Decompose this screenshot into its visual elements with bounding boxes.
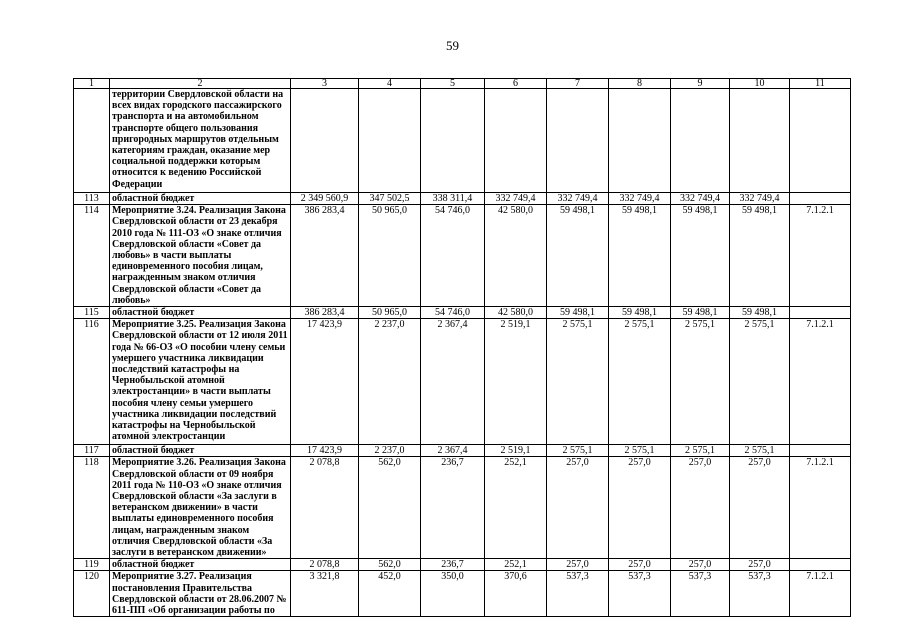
target-code: 7.1.2.1 <box>790 457 851 559</box>
table-row <box>74 193 851 205</box>
target-code <box>790 193 851 205</box>
header-col-6: 6 <box>485 79 547 89</box>
header-col-5: 5 <box>421 79 485 89</box>
table-row <box>74 445 851 457</box>
value-cell: 2 575,1 <box>609 319 671 445</box>
header-col-8: 8 <box>609 79 671 89</box>
value-cell: 537,3 <box>730 571 790 617</box>
row-number: 120 <box>74 571 110 617</box>
value-cell: 350,0 <box>421 571 485 617</box>
value-cell: 537,3 <box>547 571 609 617</box>
value-cell: 332 749,4 <box>547 193 609 205</box>
header-col-4: 4 <box>359 79 421 89</box>
target-code: 7.1.2.1 <box>790 205 851 307</box>
header-col-9: 9 <box>671 79 730 89</box>
value-cell: 54 746,0 <box>421 307 485 319</box>
value-cell: 59 498,1 <box>547 307 609 319</box>
value-cell: 252,1 <box>485 457 547 559</box>
value-cell: 2 078,8 <box>291 559 359 571</box>
value-cell: 562,0 <box>359 559 421 571</box>
value-cell <box>730 89 790 193</box>
value-cell: 332 749,4 <box>671 193 730 205</box>
value-cell: 59 498,1 <box>671 205 730 307</box>
value-cell: 2 575,1 <box>609 445 671 457</box>
row-number: 115 <box>74 307 110 319</box>
value-cell: 2 078,8 <box>291 457 359 559</box>
value-cell: 257,0 <box>609 559 671 571</box>
value-cell: 59 498,1 <box>730 307 790 319</box>
row-description: Мероприятие 3.25. Реализация Закона Свердловской области от 12 июля 2011 года № 66-ОЗ «О пособии члену семьи умершего участника ликвидации последствий катастрофы на Чернобыльской атомной электростанции» в части выплаты пособия члену семьи умершего участника ликвидации последствий катастрофы на Чернобыльской атомной электростанции <box>110 319 291 445</box>
table-row <box>74 559 851 571</box>
value-cell: 332 749,4 <box>485 193 547 205</box>
row-description: Мероприятие 3.24. Реализация Закона Свердловской области от 23 декабря 2010 года № 111-ОЗ «О знаке отличия Свердловской области «Совет да любовь» в части выплаты единовременного пособия лицам, награжденным знаком отличия Свердловской области «Совет да любовь» <box>110 205 291 307</box>
target-code: 7.1.2.1 <box>790 571 851 617</box>
value-cell: 2 237,0 <box>359 319 421 445</box>
row-number: 116 <box>74 319 110 445</box>
row-description: областной бюджет <box>110 307 291 319</box>
target-code: 7.1.2.1 <box>790 319 851 445</box>
value-cell: 2 575,1 <box>730 319 790 445</box>
value-cell <box>421 89 485 193</box>
value-cell: 2 575,1 <box>671 319 730 445</box>
row-number: 113 <box>74 193 110 205</box>
table-body <box>74 79 851 617</box>
table-row <box>74 89 851 193</box>
header-row <box>74 79 851 89</box>
value-cell: 2 237,0 <box>359 445 421 457</box>
value-cell: 50 965,0 <box>359 205 421 307</box>
target-code <box>790 89 851 193</box>
value-cell: 59 498,1 <box>730 205 790 307</box>
value-cell <box>291 89 359 193</box>
target-code <box>790 307 851 319</box>
value-cell: 2 519,1 <box>485 445 547 457</box>
value-cell <box>485 89 547 193</box>
table-row <box>74 307 851 319</box>
value-cell: 236,7 <box>421 457 485 559</box>
value-cell: 537,3 <box>671 571 730 617</box>
value-cell: 59 498,1 <box>609 205 671 307</box>
value-cell: 2 575,1 <box>671 445 730 457</box>
value-cell: 257,0 <box>730 559 790 571</box>
header-col-2: 2 <box>110 79 291 89</box>
row-number: 119 <box>74 559 110 571</box>
value-cell <box>671 89 730 193</box>
table-row <box>74 571 851 617</box>
table-row <box>74 205 851 307</box>
value-cell: 332 749,4 <box>609 193 671 205</box>
row-description: территории Свердловской области на всех видах городского пассажирского транспорта и на автомобильном транспорте общего пользования пригородных маршрутов отдельным категориям граждан, оказание мер социальной поддержки которым относится к ведению Российской Федерации <box>110 89 291 193</box>
value-cell: 42 580,0 <box>485 205 547 307</box>
value-cell: 257,0 <box>547 457 609 559</box>
header-col-1: 1 <box>74 79 110 89</box>
row-number <box>74 89 110 193</box>
value-cell: 386 283,4 <box>291 205 359 307</box>
value-cell: 257,0 <box>671 559 730 571</box>
value-cell: 3 321,8 <box>291 571 359 617</box>
value-cell: 42 580,0 <box>485 307 547 319</box>
row-number: 117 <box>74 445 110 457</box>
value-cell: 332 749,4 <box>730 193 790 205</box>
value-cell <box>609 89 671 193</box>
value-cell: 257,0 <box>730 457 790 559</box>
value-cell: 257,0 <box>547 559 609 571</box>
value-cell: 452,0 <box>359 571 421 617</box>
value-cell: 2 519,1 <box>485 319 547 445</box>
page-number: 59 <box>446 38 459 53</box>
row-number: 114 <box>74 205 110 307</box>
value-cell: 347 502,5 <box>359 193 421 205</box>
header-col-3: 3 <box>291 79 359 89</box>
budget-table <box>73 78 851 617</box>
value-cell: 252,1 <box>485 559 547 571</box>
row-number: 118 <box>74 457 110 559</box>
table-row <box>74 319 851 445</box>
value-cell <box>359 89 421 193</box>
value-cell: 236,7 <box>421 559 485 571</box>
value-cell: 338 311,4 <box>421 193 485 205</box>
value-cell: 257,0 <box>609 457 671 559</box>
value-cell: 59 498,1 <box>609 307 671 319</box>
value-cell: 59 498,1 <box>671 307 730 319</box>
value-cell: 2 349 560,9 <box>291 193 359 205</box>
value-cell: 2 575,1 <box>730 445 790 457</box>
row-description: областной бюджет <box>110 445 291 457</box>
value-cell: 2 367,4 <box>421 445 485 457</box>
value-cell: 2 575,1 <box>547 319 609 445</box>
target-code <box>790 445 851 457</box>
value-cell: 370,6 <box>485 571 547 617</box>
table-row <box>74 457 851 559</box>
header-col-10: 10 <box>730 79 790 89</box>
value-cell: 257,0 <box>671 457 730 559</box>
value-cell: 2 575,1 <box>547 445 609 457</box>
value-cell: 562,0 <box>359 457 421 559</box>
value-cell: 50 965,0 <box>359 307 421 319</box>
header-col-7: 7 <box>547 79 609 89</box>
value-cell: 54 746,0 <box>421 205 485 307</box>
header-col-11: 11 <box>790 79 851 89</box>
row-description: областной бюджет <box>110 193 291 205</box>
row-description: областной бюджет <box>110 559 291 571</box>
value-cell: 537,3 <box>609 571 671 617</box>
target-code <box>790 559 851 571</box>
value-cell: 2 367,4 <box>421 319 485 445</box>
row-description: Мероприятие 3.27. Реализация постановления Правительства Свердловской области от 28.06.2007 № 611-ПП «Об организации работы по <box>110 571 291 617</box>
value-cell: 386 283,4 <box>291 307 359 319</box>
value-cell <box>547 89 609 193</box>
value-cell: 17 423,9 <box>291 319 359 445</box>
value-cell: 59 498,1 <box>547 205 609 307</box>
row-description: Мероприятие 3.26. Реализация Закона Свердловской области от 09 ноября 2011 года № 110-ОЗ «О знаке отличия Свердловской области «За заслуги в ветеранском движении» в части выплаты единовременного пособия лицам, награжденным знаком отличия Свердловской области «За заслуги в ветеранском движении» <box>110 457 291 559</box>
value-cell: 17 423,9 <box>291 445 359 457</box>
